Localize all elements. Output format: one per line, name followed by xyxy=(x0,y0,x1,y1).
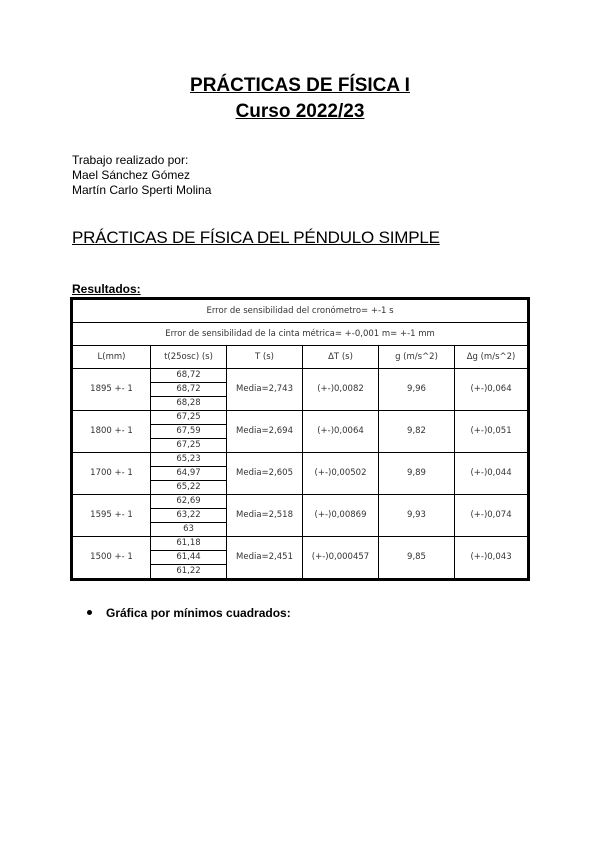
table-row xyxy=(73,369,528,383)
author-name: Mael Sánchez Gómez xyxy=(72,168,191,182)
table-row xyxy=(73,495,528,509)
length-cell: 1700 +- 1 xyxy=(73,453,151,495)
period-error-cell: (+-)0,00502 xyxy=(303,453,379,495)
time-cell: 61,44 xyxy=(151,551,227,565)
results-table xyxy=(72,299,528,579)
table-row xyxy=(73,411,528,425)
column-header: T (s) xyxy=(227,346,303,369)
column-header: t(25osc) (s) xyxy=(151,346,227,369)
column-header: g (m/s^2) xyxy=(379,346,455,369)
gravity-error-cell: (+-)0,043 xyxy=(455,537,528,579)
author-name: Martín Carlo Sperti Molina xyxy=(72,183,212,197)
length-cell: 1895 +- 1 xyxy=(73,369,151,411)
period-cell: Media=2,518 xyxy=(227,495,303,537)
tape-error-cell: Error de sensibilidad de la cinta métrica= +-0,001 m= +-1 mm xyxy=(73,323,528,346)
period-error-cell: (+-)0,0082 xyxy=(303,369,379,411)
time-cell: 67,25 xyxy=(151,411,227,425)
period-error-cell: (+-)0,00869 xyxy=(303,495,379,537)
length-cell: 1800 +- 1 xyxy=(73,411,151,453)
period-cell: Media=2,694 xyxy=(227,411,303,453)
time-cell: 65,23 xyxy=(151,453,227,467)
period-cell: Media=2,451 xyxy=(227,537,303,579)
page-title: PRÁCTICAS DE FÍSICA I xyxy=(190,75,410,96)
table-row xyxy=(73,323,528,346)
time-cell: 63 xyxy=(151,523,227,537)
period-cell: Media=2,743 xyxy=(227,369,303,411)
time-cell: 62,69 xyxy=(151,495,227,509)
gravity-cell: 9,93 xyxy=(379,495,455,537)
time-cell: 67,25 xyxy=(151,439,227,453)
length-cell: 1595 +- 1 xyxy=(73,495,151,537)
time-cell: 68,72 xyxy=(151,383,227,397)
column-header: ΔT (s) xyxy=(303,346,379,369)
gravity-cell: 9,89 xyxy=(379,453,455,495)
period-error-cell: (+-)0,0064 xyxy=(303,411,379,453)
gravity-cell: 9,85 xyxy=(379,537,455,579)
stopwatch-error-cell: Error de sensibilidad del cronómetro= +-1 s xyxy=(73,300,528,323)
section-title: PRÁCTICAS DE FÍSICA DEL PÉNDULO SIMPLE xyxy=(72,228,440,247)
authors-intro: Trabajo realizado por: xyxy=(72,153,189,167)
gravity-cell: 9,82 xyxy=(379,411,455,453)
time-cell: 64,97 xyxy=(151,467,227,481)
bullet-dot-icon xyxy=(87,610,92,615)
table-row xyxy=(73,537,528,551)
page-subtitle: Curso 2022/23 xyxy=(235,101,365,122)
bullet-text: Gráfica por mínimos cuadrados: xyxy=(106,606,291,620)
bullet-item xyxy=(87,606,291,620)
period-cell: Media=2,605 xyxy=(227,453,303,495)
table-row xyxy=(73,300,528,323)
table-header-row xyxy=(73,346,528,369)
gravity-error-cell: (+-)0,044 xyxy=(455,453,528,495)
period-error-cell: (+-)0,000457 xyxy=(303,537,379,579)
time-cell: 68,28 xyxy=(151,397,227,411)
time-cell: 65,22 xyxy=(151,481,227,495)
time-cell: 68,72 xyxy=(151,369,227,383)
column-header: L(mm) xyxy=(73,346,151,369)
table-row xyxy=(73,453,528,467)
results-heading: Resultados: xyxy=(72,282,141,296)
gravity-error-cell: (+-)0,074 xyxy=(455,495,528,537)
gravity-error-cell: (+-)0,051 xyxy=(455,411,528,453)
time-cell: 67,59 xyxy=(151,425,227,439)
time-cell: 61,22 xyxy=(151,565,227,579)
length-cell: 1500 +- 1 xyxy=(73,537,151,579)
time-cell: 63,22 xyxy=(151,509,227,523)
column-header: Δg (m/s^2) xyxy=(455,346,528,369)
authors-block xyxy=(72,153,211,198)
gravity-cell: 9,96 xyxy=(379,369,455,411)
time-cell: 61,18 xyxy=(151,537,227,551)
gravity-error-cell: (+-)0,064 xyxy=(455,369,528,411)
